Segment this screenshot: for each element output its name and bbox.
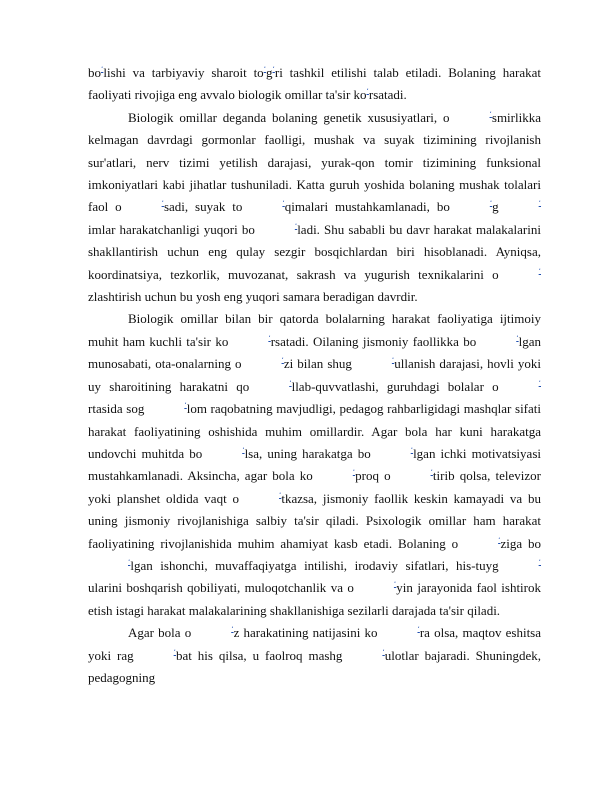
apostrophe-link[interactable]: ʻ bbox=[173, 647, 176, 656]
text-run: tkazsa, jismoniy faollik keskin kamayadi va bu uning jismoniy rivojlanishiga salbiy ta'sir qiladi. Psixologik omillar ham harakat faoliyatining rivojlanishida muhim ahamiyat kasb etadi. Bolaning o bbox=[88, 490, 541, 551]
text-run: g bbox=[492, 199, 499, 215]
paragraph-2 bbox=[88, 107, 541, 309]
text-run: lgan munosabati, ota-onalarning o bbox=[88, 333, 541, 372]
apostrophe-link[interactable]: ʻ bbox=[538, 266, 541, 275]
text-run: rsatadi. bbox=[368, 87, 407, 103]
text-run: lishi va tarbiyaviy sharoit to bbox=[103, 65, 264, 80]
apostrophe-link[interactable]: ʻ bbox=[489, 109, 492, 118]
apostrophe-link[interactable]: ʻ bbox=[242, 445, 245, 454]
apostrophe-link[interactable]: ʻ bbox=[282, 199, 285, 208]
apostrophe-link[interactable]: ʻ bbox=[294, 221, 298, 230]
apostrophe-link[interactable]: ʻ bbox=[489, 199, 493, 208]
text-run: lgan ishonchi, muvaffaqiyatga intilishi, irodaviy sifatlari, his-tuyg bbox=[130, 557, 499, 573]
apostrophe-link[interactable]: ʻ bbox=[281, 356, 284, 365]
apostrophe-link[interactable]: ʻ bbox=[366, 87, 369, 96]
apostrophe-link[interactable]: ʻ bbox=[538, 199, 542, 208]
apostrophe-link[interactable]: ʻ bbox=[272, 65, 275, 73]
apostrophe-link[interactable]: ʻ bbox=[498, 535, 501, 544]
text-run: sadi, suyak to bbox=[163, 199, 243, 215]
apostrophe-link[interactable]: ʻ bbox=[278, 490, 282, 499]
text-run: ra olsa, maqtov eshitsa yoki rag bbox=[88, 625, 542, 663]
text-run: bo bbox=[88, 65, 101, 80]
apostrophe-link[interactable]: ʻ bbox=[128, 557, 131, 566]
apostrophe-link[interactable]: ʻ bbox=[417, 625, 420, 634]
text-run: rtasida sog bbox=[88, 401, 145, 417]
apostrophe-link[interactable]: ʻ bbox=[382, 647, 385, 656]
text-run: ri tashkil etilishi talab etiladi. Bolaning harakat faoliyati rivojiga eng avvalo biologik omillar ta'sir ko bbox=[88, 65, 541, 103]
text-run: tirib qolsa, televizor yoki planshet oldida vaqt o bbox=[88, 468, 541, 506]
text-run: proq o bbox=[355, 468, 391, 484]
apostrophe-link[interactable]: ʻ bbox=[231, 625, 234, 634]
text-run: bat his qilsa, u faolroq mashg bbox=[175, 647, 343, 663]
text-run: yin jarayonida faol ishtirok etish istagi harakat malakalarining shakllanishiga sezilarli darajada ta'sir qiladi. bbox=[88, 580, 541, 618]
text-run: smirlikka kelmagan davrdagi gormonlar faolligi, mushak va suyak tizimining rivojlanish sur'atlari, nerv tizimi yetilish darajasi, yurak-qon tomir tizimining funksional imkoniyatlari kabi jihatlar tushuniladi. Katta guruh yoshida bolaning mushak tolalari faol o bbox=[88, 109, 541, 215]
text-run: ladi. Shu sababli bu davr harakat malakalarini shakllantirish uchun eng qulay sezgir bosqichlardan biri hisoblanadi. Ayniqsa, koordinatsiya, tezkorlik, muvozanat, sakrash va yugurish texnikalarini o bbox=[88, 221, 541, 282]
paragraph-1 bbox=[88, 62, 541, 107]
text-run: z harakatining natijasini ko bbox=[233, 625, 378, 641]
apostrophe-link[interactable]: ʻ bbox=[516, 333, 519, 342]
text-run: imlar harakatchanligi yuqori bo bbox=[88, 221, 255, 237]
text-run: lom raqobatning mavjudligi, pedagog rahbarligidagi mashqlar sifati harakat faoliyatining oshishida muhim omillardir. Agar bola har kuni harakatga undovchi muhitda bo bbox=[88, 401, 542, 461]
apostrophe-link[interactable]: ʻ bbox=[393, 580, 397, 589]
text-run: zlashtirish uchun bu yosh eng yuqori samara beradigan davrdir. bbox=[88, 289, 418, 305]
text-run: qimalari mustahkamlanadi, bo bbox=[284, 199, 450, 215]
apostrophe-link[interactable]: ʻ bbox=[430, 468, 433, 477]
text-run: ullanish darajasi, hovli yoki uy sharoitining harakatni qo bbox=[88, 356, 541, 394]
text-run: lgan ichki motivatsiyasi mustahkamlanadi. Aksincha, agar bola ko bbox=[88, 445, 541, 484]
text-run: ulotlar bajaradi. Shuningdek, pedagogning bbox=[88, 647, 541, 685]
text-run: Agar bola o bbox=[128, 625, 192, 641]
apostrophe-link[interactable]: ʻ bbox=[410, 445, 414, 454]
text-run: lsa, uning harakatga bo bbox=[244, 445, 371, 461]
text-run: Biologik omillar deganda bolaning genetik xususiyatlari, o bbox=[128, 109, 450, 125]
apostrophe-link[interactable]: ʻ bbox=[391, 356, 395, 365]
apostrophe-link[interactable]: ʻ bbox=[538, 557, 541, 566]
paragraph-3 bbox=[88, 308, 541, 622]
document-page bbox=[88, 62, 541, 689]
text-run: g bbox=[266, 65, 273, 80]
text-run: ziga bo bbox=[500, 535, 542, 551]
apostrophe-link[interactable]: ʻ bbox=[268, 333, 271, 342]
apostrophe-link[interactable]: ʻ bbox=[263, 65, 267, 73]
apostrophe-link[interactable]: ʻ bbox=[184, 401, 187, 410]
text-run: zi bilan shug bbox=[283, 356, 352, 372]
text-run: rsatadi. Oilaning jismoniy faollikka bo bbox=[270, 333, 477, 349]
apostrophe-link[interactable]: ʻ bbox=[538, 378, 541, 387]
text-run: ularini boshqarish qobiliyati, muloqotchanlik va o bbox=[88, 580, 354, 596]
text-run: Biologik omillar bilan bir qatorda bolalarning harakat faoliyatiga ijtimoiy muhit ham kuchli ta'sir ko bbox=[88, 311, 541, 349]
paragraph-4 bbox=[88, 622, 541, 689]
text-run: llab-quvvatlashi, guruhdagi bolalar o bbox=[291, 378, 499, 394]
apostrophe-link[interactable]: ʻ bbox=[161, 199, 164, 208]
apostrophe-link[interactable]: ʻ bbox=[289, 378, 292, 387]
apostrophe-link[interactable]: ʻ bbox=[352, 468, 356, 477]
apostrophe-link[interactable]: ʻ bbox=[101, 65, 104, 73]
